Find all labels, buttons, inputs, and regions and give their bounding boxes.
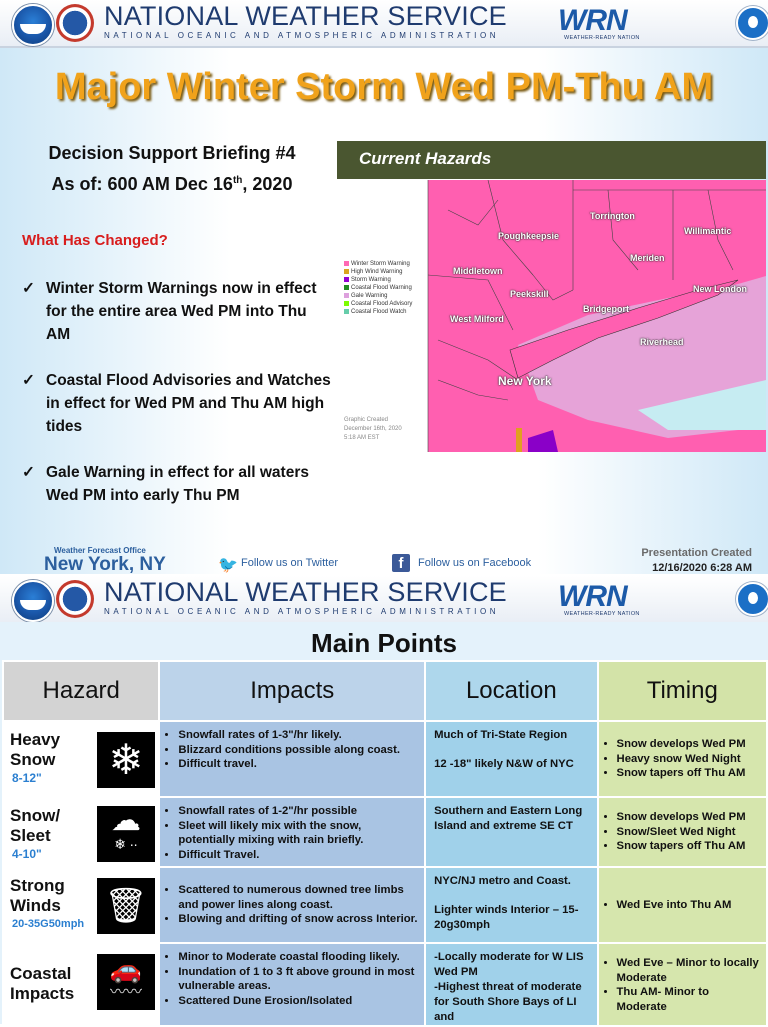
header-subtitle: NATIONAL OCEANIC AND ATMOSPHERIC ADMINISTRATION (104, 31, 500, 40)
column-header-location: Location (425, 661, 597, 721)
location-item: -Highest threat of moderate for South Shore Bays of LI and (434, 981, 582, 1023)
impact-item: • Scattered to numerous downed tree limbs and power lines along coast. (178, 883, 420, 912)
hazard-range: 4-10" (12, 847, 42, 861)
change-bullet: ✓ Coastal Flood Advisories and Watches in effect for Wed PM and Thu AM high tides (22, 369, 332, 438)
impact-item: • Snowfall rates of 1-3"/hr likely. (178, 728, 420, 743)
timing-item: • Snow/Sleet Wed Night (617, 825, 762, 840)
timing-item: • Thu AM- Minor to Moderate (617, 985, 762, 1014)
impact-item: • Difficult Travel. (178, 848, 420, 863)
hazard-cell (3, 797, 159, 867)
location-cell (425, 797, 597, 867)
twitter-icon[interactable]: 🐦 (218, 557, 238, 574)
location-item: Lighter winds Interior – 15-20g30mph (434, 904, 579, 931)
nws-logo-icon (56, 580, 94, 618)
impact-item: • Scattered Dune Erosion/Isolated (178, 994, 420, 1009)
location-item: Much of Tri-State Region (434, 729, 568, 741)
current-hazards-header (337, 141, 766, 179)
briefing-number: Decision Support Briefing #4 (48, 143, 296, 163)
legend-item: Coastal Flood Warning (344, 284, 412, 292)
city-label: New London (693, 284, 747, 294)
weather-service-badge-icon (736, 6, 768, 40)
hazard-range: 8-12" (12, 771, 42, 785)
hazards-map-graphic (338, 180, 766, 452)
legend-item: Coastal Flood Advisory (344, 300, 412, 308)
slide-title: Major Winter Storm Wed PM-Thu AM (54, 66, 714, 108)
city-label: Middletown (453, 266, 503, 276)
impacts-cell (159, 943, 425, 1026)
impact-item: • Snowfall rates of 1-2"/hr possible (178, 804, 420, 819)
map-credit: Graphic Created December 16th, 2020 5:18 AM EST (344, 417, 402, 441)
timing-cell (598, 797, 767, 867)
hazard-name: Heavy Snow (10, 730, 61, 769)
wrn-logo-icon (558, 4, 650, 42)
city-label: Bridgeport (583, 304, 629, 314)
impact-item: • Inundation of 1 to 3 ft above ground in most vulnerable areas. (178, 965, 420, 994)
timing-cell (598, 721, 767, 797)
wind-trashcan-icon: 🗑 (97, 878, 155, 934)
header-subtitle: NATIONAL OCEANIC AND ATMOSPHERIC ADMINISTRATION (104, 607, 500, 616)
hazard-name: Snow/ Sleet (10, 806, 61, 845)
wrn-logo-text: WRN (558, 4, 627, 37)
office-label: Weather Forecast Office (54, 546, 146, 555)
impacts-cell (159, 721, 425, 797)
briefing-info (22, 140, 322, 198)
main-points-title: Main Points (311, 628, 457, 658)
table-row (3, 943, 767, 1026)
hazard-cell (3, 867, 159, 943)
city-label: New York (498, 374, 552, 388)
nws-header (0, 0, 768, 48)
presentation-created: Presentation Created 12/16/2020 6:28 AM (641, 547, 752, 574)
timing-item: • Snow tapers off Thu AM (617, 766, 762, 781)
table-row (3, 721, 767, 797)
location-cell (425, 943, 597, 1026)
main-points-table (2, 660, 768, 1027)
timing-item: • Snow develops Wed PM (617, 810, 762, 825)
current-hazards-title: Current Hazards (359, 149, 492, 168)
twitter-link[interactable]: Follow us on Twitter (241, 557, 339, 569)
table-header-row (3, 661, 767, 721)
change-bullet: ✓ Gale Warning in effect for all waters Wed PM into early Thu PM (22, 461, 332, 507)
flooded-car-icon: 🚗 〰〰 (97, 954, 155, 1010)
legend-item: High Wind Warning (344, 268, 412, 276)
snow-sleet-cloud-icon: ☁ ❄ ∙∙ (97, 806, 155, 862)
office-name: New York, NY (44, 554, 166, 575)
location-item: Southern and Eastern Long Island and extreme SE CT (434, 805, 583, 832)
location-item: -Locally moderate for W LIS Wed PM (434, 951, 584, 978)
hazard-cell (3, 721, 159, 797)
change-bullet: ✓ Winter Storm Warnings now in effect for the entire area Wed PM into Thu AM (22, 277, 332, 346)
city-label: West Milford (450, 314, 504, 324)
header-title: NATIONAL WEATHER SERVICE (104, 1, 507, 31)
column-header-impacts: Impacts (159, 661, 425, 721)
timing-item: • Snow tapers off Thu AM (617, 839, 762, 854)
briefing-date: As of: 600 AM Dec 16th, 2020 (51, 174, 293, 194)
table-row (3, 867, 767, 943)
city-label: Willimantic (684, 226, 732, 236)
hazard-name: Strong Winds (10, 876, 65, 915)
location-item: 12 -18" likely N&W of NYC (434, 758, 574, 770)
checkmark-icon: ✓ (22, 464, 35, 481)
timing-item: • Wed Eve – Minor to locally Moderate (617, 956, 762, 985)
timing-item: • Heavy snow Wed Night (617, 752, 762, 767)
header-title: NATIONAL WEATHER SERVICE (104, 577, 507, 607)
wrn-logo-icon (558, 580, 650, 618)
facebook-icon[interactable]: f (392, 554, 410, 572)
timing-item: • Snow develops Wed PM (617, 737, 762, 752)
city-label: Meriden (630, 253, 665, 263)
impacts-cell (159, 797, 425, 867)
legend-item: Storm Warning (344, 276, 412, 284)
noaa-logo-icon (12, 4, 54, 46)
what-changed-heading: What Has Changed? (22, 232, 168, 249)
table-row (3, 797, 767, 867)
timing-cell (598, 867, 767, 943)
city-label: Riverhead (640, 337, 684, 347)
city-label: Torrington (590, 211, 635, 221)
wrn-logo-text: WRN (558, 580, 627, 613)
nws-header (0, 576, 768, 624)
hazards-map (338, 180, 766, 452)
hazard-legend (344, 260, 412, 316)
snowflake-icon: ❄ (97, 732, 155, 788)
location-cell (425, 867, 597, 943)
legend-item: Winter Storm Warning (344, 260, 412, 268)
noaa-logo-icon (12, 580, 54, 622)
timing-cell (598, 943, 767, 1026)
hazard-range: 20-35G50mph (12, 918, 85, 930)
location-cell (425, 721, 597, 797)
column-header-hazard: Hazard (3, 661, 159, 721)
impact-item: • Blizzard conditions possible along coast. (178, 743, 420, 758)
facebook-link[interactable]: Follow us on Facebook (418, 557, 532, 569)
legend-item: Gale Warning (344, 292, 412, 300)
timing-item: • Wed Eve into Thu AM (617, 898, 762, 913)
location-item: NYC/NJ metro and Coast. (434, 875, 571, 887)
checkmark-icon: ✓ (22, 280, 35, 297)
nws-logo-icon (56, 4, 94, 42)
impact-item: • Difficult travel. (178, 757, 420, 772)
city-label: Peekskill (510, 289, 549, 299)
impact-item: • Blowing and drifting of snow across Interior. (178, 912, 420, 927)
city-label: Poughkeepsie (498, 231, 560, 241)
column-header-timing: Timing (598, 661, 767, 721)
weather-service-badge-icon (736, 582, 768, 616)
legend-item: Coastal Flood Watch (344, 308, 412, 316)
impact-item: • Minor to Moderate coastal flooding likely. (178, 950, 420, 965)
wrn-logo-subtext: WEATHER-READY NATION (564, 35, 640, 41)
hazard-cell (3, 943, 159, 1026)
impact-item: • Sleet will likely mix with the snow, potentially mixing with rain briefly. (178, 819, 420, 848)
hazard-name: Coastal Impacts (10, 964, 75, 1003)
impacts-cell (159, 867, 425, 943)
checkmark-icon: ✓ (22, 372, 35, 389)
wrn-logo-subtext: WEATHER-READY NATION (564, 611, 640, 617)
